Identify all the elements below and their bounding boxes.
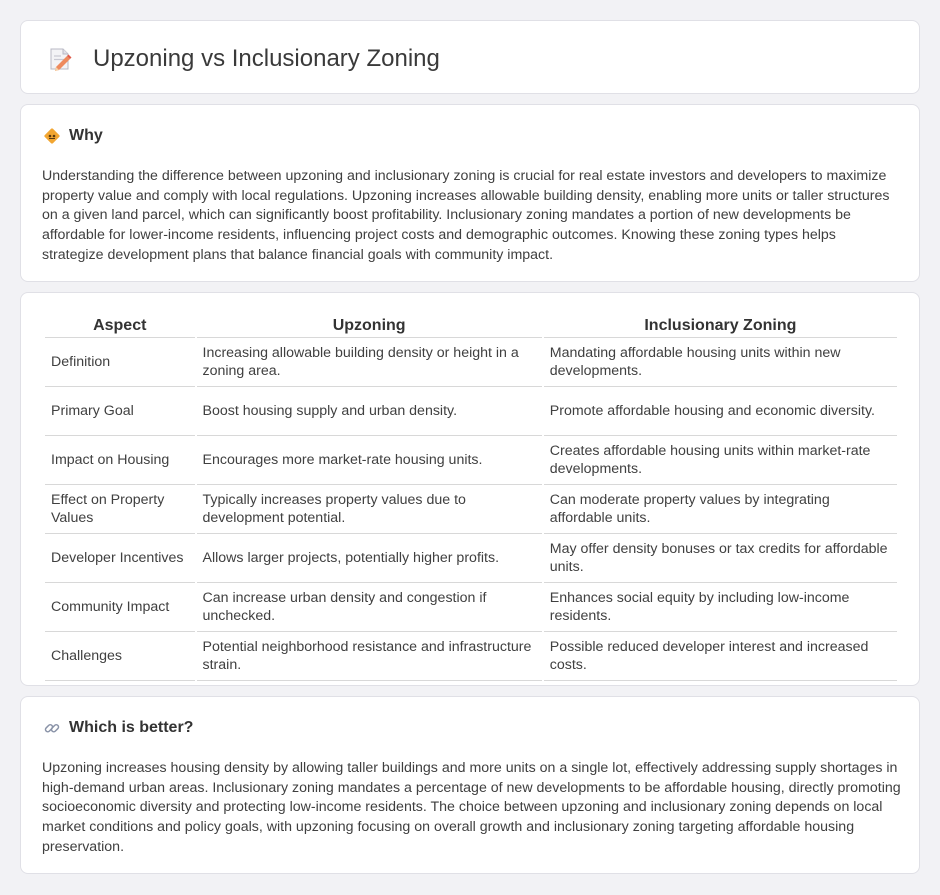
better-heading xyxy=(43,719,193,737)
why-title: Why xyxy=(69,127,103,144)
upzoning-cell: Can increase urban density and congestion if unchecked. xyxy=(197,583,542,632)
aspect-cell: Community Impact xyxy=(45,583,195,632)
table-row xyxy=(45,436,897,485)
why-heading xyxy=(43,127,103,145)
column-header-inclusionary: Inclusionary Zoning xyxy=(544,315,897,338)
inclusionary-cell: Can moderate property values by integrating affordable units. xyxy=(544,485,897,534)
comparison-table xyxy=(43,315,899,681)
upzoning-cell: Increasing allowable building density or height in a zoning area. xyxy=(197,338,542,387)
diamond-sign-icon xyxy=(43,127,61,145)
upzoning-cell: Encourages more market-rate housing units. xyxy=(197,436,542,485)
table-row xyxy=(45,338,897,387)
aspect-cell: Primary Goal xyxy=(45,387,195,436)
better-text: Upzoning increases housing density by allowing taller buildings and more units on a single lot, effectively addressing supply shortages in high-demand urban areas. Inclusionary zoning mandates a percentage of new developments to be affordable housing, directly promoting socioeconomic diversity and protecting low-income residents. The choice between upzoning and inclusionary zoning depends on local market conditions and policy goals, with upzoning focusing on overall growth and inclusionary zoning targeting affordable housing preservation. xyxy=(42,760,901,855)
column-header-upzoning: Upzoning xyxy=(197,315,542,338)
document-pencil-icon xyxy=(47,46,73,72)
inclusionary-cell: Possible reduced developer interest and increased costs. xyxy=(544,632,897,681)
inclusionary-cell: Promote affordable housing and economic diversity. xyxy=(544,387,897,436)
comparison-section xyxy=(20,292,920,686)
inclusionary-cell: May offer density bonuses or tax credits for affordable units. xyxy=(544,534,897,583)
upzoning-cell: Boost housing supply and urban density. xyxy=(197,387,542,436)
better-title: Which is better? xyxy=(69,719,194,736)
page-title: Upzoning vs Inclusionary Zoning xyxy=(93,45,440,72)
header-card xyxy=(20,20,920,94)
table-row xyxy=(45,583,897,632)
which-better-section xyxy=(20,696,920,874)
table-row xyxy=(45,632,897,681)
table-header-row xyxy=(45,315,897,338)
aspect-cell: Impact on Housing xyxy=(45,436,195,485)
aspect-cell: Effect on Property Values xyxy=(45,485,195,534)
table-row xyxy=(45,485,897,534)
why-section xyxy=(20,104,920,282)
upzoning-cell: Allows larger projects, potentially higher profits. xyxy=(197,534,542,583)
aspect-cell: Challenges xyxy=(45,632,195,681)
table-row xyxy=(45,534,897,583)
title-row xyxy=(47,45,440,73)
inclusionary-cell: Enhances social equity by including low-income residents. xyxy=(544,583,897,632)
aspect-cell: Definition xyxy=(45,338,195,387)
table-row xyxy=(45,387,897,436)
aspect-cell: Developer Incentives xyxy=(45,534,195,583)
inclusionary-cell: Creates affordable housing units within market-rate developments. xyxy=(544,436,897,485)
column-header-aspect: Aspect xyxy=(45,315,195,338)
link-icon xyxy=(43,719,61,737)
upzoning-cell: Potential neighborhood resistance and infrastructure strain. xyxy=(197,632,542,681)
upzoning-cell: Typically increases property values due to development potential. xyxy=(197,485,542,534)
why-text: Understanding the difference between upzoning and inclusionary zoning is crucial for real estate investors and developers to maximize property value and comply with local regulations. Upzoning increases allowable building density, enabling more units or taller structures on a given land parcel, which can significantly boost profitability. Inclusionary zoning mandates a portion of new developments be affordable for lower-income residents, influencing project costs and demographic outcomes. Knowing these zoning types helps strategize development plans that balance financial goals with community impact. xyxy=(42,168,890,263)
inclusionary-cell: Mandating affordable housing units within new developments. xyxy=(544,338,897,387)
